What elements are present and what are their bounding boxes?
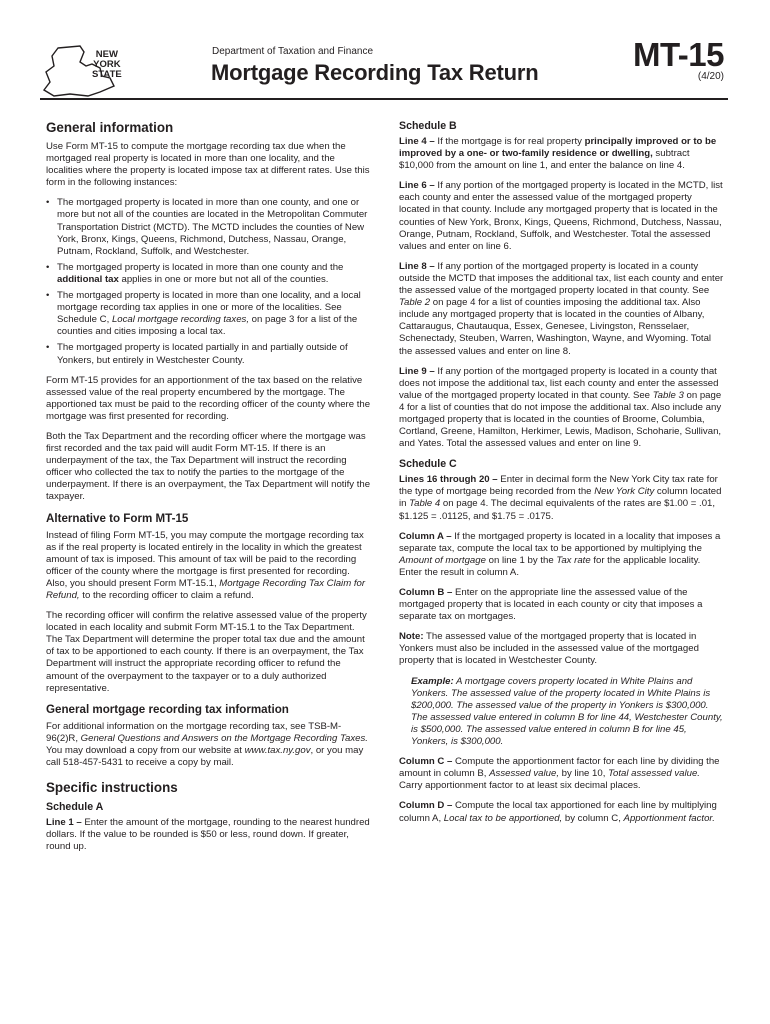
note-paragraph: Note: The assessed value of the mortgaged property that is located in Yonkers must also be included in the assessed value of the mortgaged property that is located in Westchester County. <box>399 631 699 667</box>
line-8-instruction: Line 8 – If any portion of the mortgaged property is located in a county outside the MCTD that imposes the additional tax, list each county and enter the assessed value of the mortgaged property located in that county. See Table 2 on page 4 for a list of counties imposing the additional tax. Also include any mortgaged property that is located in the counties of Albany, Cattaraugus, Chautauqua, Essex, Genesee, Livingston, Rensselaer, Schenectady, Steuben, Warren, Washington, Wayne, and Wyoming. Total the assessed values and enter on line 8. <box>399 260 724 357</box>
lines-16-20-instruction: Lines 16 through 20 – Enter in decimal form the New York City tax rate for the type of mortgage being recorded from the New York City column located in Table 4 on page 4. The decimal equivalents of the rates are $1.00 = .01, $1.125 = .01125, and $1.75 = .0175. <box>399 474 722 522</box>
column-b-instruction: Column B – Enter on the appropriate line the assessed value of the mortgaged property that is located in each county or city that imposes a separate tax on mortgages. <box>399 587 703 623</box>
general-info-intro: Use Form MT-15 to compute the mortgage recording tax due when the mortgaged real property is located in more than one locality, and the localities where the property is located impose tax at different rates. Use this form in the following instances: <box>46 141 370 189</box>
column-c-instruction: Column C – Compute the apportionment factor for each line by dividing the amount in column B, Assessed value, by line 10, Total assessed value. Carry apportionment factor to at least six decimal places. <box>399 756 720 792</box>
alternative-heading: Alternative to Form MT-15 <box>46 511 189 525</box>
alternative-paragraph-2: The recording officer will confirm the relative assessed value of the property located in each locality and submit Form MT-15.1 to the Tax Department. The Tax Department will determine the proper total tax due and the amount of tax to be apportioned to each county. If there is an overpayment, the Tax Department will instruct the appropriate recording officer to refund the amount of the overpayment to the taxpayer or to a duly authorized representative. <box>46 610 367 694</box>
column-d-instruction: Column D – Compute the local tax apportioned for each line by multiplying column A, Local tax to be apportioned, by column C, Apportionment factor. <box>399 800 717 824</box>
list-item: • The mortgaged property is located in more than one county and the additional tax applies in one or more but not all of the counties. <box>46 262 373 286</box>
alternative-paragraph-1: Instead of filing Form MT-15, you may compute the mortgage recording tax as if the real property is located entirely in the locality in which the greatest amount of tax is imposed. This amount of tax will be paid to the recording officer of the county where the mortgage is first presented for recording. Also, you should present Form MT-15.1, Mortgage Recording Tax Claim for Refund, to the recording officer to claim a refund. <box>46 529 366 601</box>
right-column <box>399 120 725 833</box>
form-revision: (4/20) <box>697 71 724 82</box>
website-link[interactable]: www.tax.ny.gov <box>244 744 311 756</box>
schedule-c-heading: Schedule C <box>399 458 457 471</box>
nys-logo <box>40 42 145 102</box>
line-6-instruction: Line 6 – If any portion of the mortgaged property is located in the MCTD, list each county and enter the assessed value of the mortgaged property located in that county. Include any mortgaged property that is located in the counties of New York, Bronx, Kings, Queens, Richmond, Dutchess, Nassau, Orange, Putnam, Rockland, Suffolk, and Westchester. Total the assessed values and enter on line 6. <box>399 180 723 252</box>
general-mrt-heading: General mortgage recording tax information <box>46 702 289 716</box>
general-info-heading: General information <box>46 120 174 135</box>
list-item: • The mortgaged property is located in more than one locality, and a local mortgage recording tax applies in one or more of the localities. See Schedule C, Local mortgage recording taxes, on page 3 for a list of the counties and cities imposing a local tax. <box>46 290 373 338</box>
line-9-instruction: Line 9 – If any portion of the mortgaged property is located in a county that does not impose the additional tax, list each county and enter the assessed value of the mortgaged property located in that county. See Table 3 on page 4 for a list of counties that do not impose the additional tax. Also include any mortgaged property that is located in the counties of Broome, Columbia, Cortland, Greene, Hamilton, Herkimer, Lewis, Madison, Schoharie, Sullivan, and Yates. Total the assessed values and enter on line 9. <box>399 365 722 450</box>
example-paragraph: Example: A mortgage covers property located in White Plains and Yonkers. The assessed value of the property located in White Plains is $200,000. The assessed value of the property in Yonkers is $300,000. The assessed value entered in column B for line 44, Westchester County, is $500,000. The assessed value entered in column B for line 45, Yonkers, is $300,000. <box>411 675 723 748</box>
left-column <box>46 120 373 861</box>
form-number: MT-15 <box>632 36 724 73</box>
logo-text-york: YORK <box>93 59 121 70</box>
department-name: Department of Taxation and Finance <box>212 46 374 57</box>
schedule-a-heading: Schedule A <box>46 801 104 814</box>
general-mrt-paragraph: For additional information on the mortgage recording tax, see TSB-M-96(2)R, General Questions and Answers on the Mortgage Recording Taxes. You may download a copy from our website at www.tax.ny.gov, or you may call 518-457-5431 to receive a copy by mail. <box>46 720 368 769</box>
form-title: Mortgage Recording Tax Return <box>211 60 539 85</box>
schedule-b-heading: Schedule B <box>399 120 457 132</box>
header-rule <box>40 98 728 100</box>
instances-list <box>46 197 373 366</box>
line-1-instruction: Line 1 – Enter the amount of the mortgage, rounding to the nearest hundred dollars. If the value to be rounded is $50 or less, round down. If greater, round up. <box>46 817 370 853</box>
form-header <box>0 0 770 110</box>
audit-paragraph: Both the Tax Department and the recording officer where the mortgage was first recorded and the tax paid will audit Form MT-15. If there is an underpayment of the tax, the Tax Department will instruct the recording officer who collected the tax to notify the parties to the mortgage of the underpayment. If there is an overpayment, the Tax Department will notify the taxpayer. <box>46 430 371 503</box>
apportionment-paragraph: Form MT-15 provides for an apportionment of the tax based on the relative assessed value of the real property encumbered by the mortgage. The apportioned tax must be paid to the recording officer of the county where the mortgage was first presented for recording. <box>46 374 371 422</box>
logo-text-new: NEW <box>95 49 118 60</box>
logo-text-state: STATE <box>92 69 122 80</box>
list-item: • The mortgaged property is located partially in and partially outside of Yonkers, but entirely in Westchester County. <box>46 342 373 366</box>
column-a-instruction: Column A – If the mortgaged property is located in a locality that imposes a separate tax, compute the local tax to be apportioned by multiplying the Amount of mortgage on line 1 by the Tax rate for the applicable locality. Enter the result in column A. <box>399 530 721 578</box>
line-4-instruction: Line 4 – If the mortgage is for real property principally improved or to be improved by a one- or two-family residence or dwelling, subtract $10,000 from the amount on line 1, and enter the balance on line 4. <box>399 136 717 172</box>
specific-instructions-heading: Specific instructions <box>46 780 178 796</box>
list-item: • The mortgaged property is located in more than one county, and one or more but not all of the counties are located in the Metropolitan Commuter Transportation District (MCTD). The MCTD includes the counties of New York, Bronx, Kings, Queens, Richmond, Dutchess, Nassau, Orange, Putnam, Rockland, Suffolk, and Westchester. <box>46 197 373 257</box>
